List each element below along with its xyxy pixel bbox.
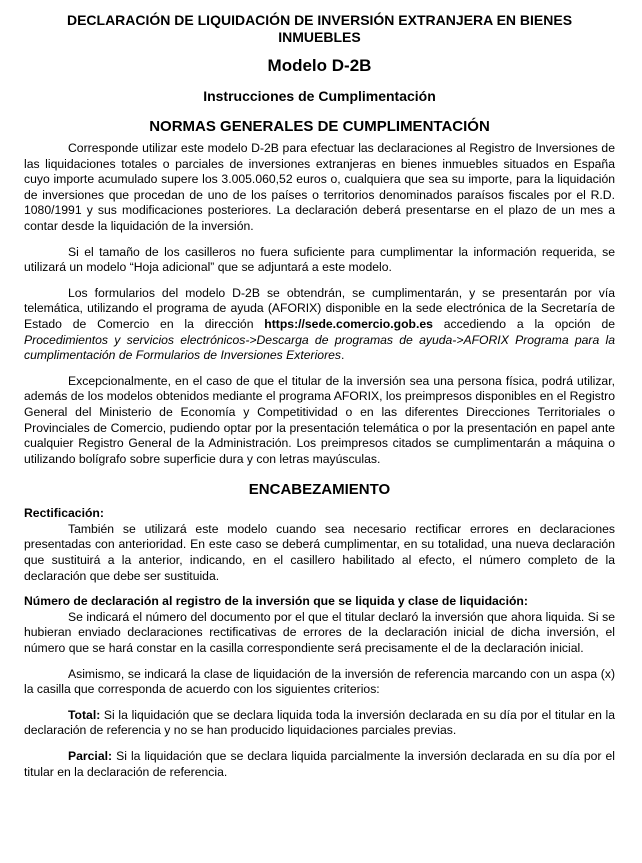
rectificacion-text: También se utilizará este modelo cuando sea necesario rectificar errores en declaraciones presentadas con anterioridad. En este caso se deberá cumplimentar, en su totalidad, una nueva declaración que sustituirá a la anterior, indicando, en el casillero habilitado al efecto, el número completo de la declaración que debe ser sustituida. xyxy=(24,521,615,583)
section-heading-encabezamiento: ENCABEZAMIENTO xyxy=(248,481,391,499)
total-text: Si la liquidación que se declara liquida toda la inversión declarada en su día por el titular en la declaración de referencia y no se han producido liquidaciones parciales previas. xyxy=(24,707,615,738)
clase-liquidacion-text: Asimismo, se indicará la clase de liquidación de la inversión de referencia marcando con un aspa (x) la casilla que corresponda de acuerdo con los siguientes criterios: xyxy=(24,666,615,697)
document-title: DECLARACIÓN DE LIQUIDACIÓN DE INVERSIÓN EXTRANJERA EN BIENES INMUEBLES xyxy=(66,12,573,45)
parcial-text: Si la liquidación que se declara liquida parcialmente la inversión declarada en su día por el titular en la declaración de referencia. xyxy=(24,749,615,779)
document-page xyxy=(24,12,615,790)
total-criterion xyxy=(24,708,615,739)
paragraph-3-text-a: Los formularios del modelo D-2B se obtendrán, se cumplimentarán, y se presentarán por vía telemática, utilizando el programa de ayuda (AFORIX) disponible en la sede electrónica de la Secretaría de Estado de Comercio en la dirección xyxy=(24,285,615,331)
sede-url: https://sede.comercio.gob.es xyxy=(264,316,433,331)
total-label: Total: xyxy=(68,707,101,722)
paragraph-3 xyxy=(24,286,615,364)
numero-declaracion-text: Se indicará el número del documento por el que el titular declaró la inversión que ahora liquida. Si se hubieran enviado declaraciones rectificativas de errores de la declaración inicial de dicha inversión, el número que se hará constar en la casilla correspondiente será precisamente el de la declaración inicial. xyxy=(24,609,615,656)
parcial-label: Parcial: xyxy=(68,749,113,763)
paragraph-3-text-b: accediendo a la opción de xyxy=(432,316,616,331)
paragraph-3-text-d: . xyxy=(341,348,345,363)
menu-path: Procedimientos y servicios electrónicos->Descarga de programas de ayuda->AFORIX Programa para la cumplimentación de Formularios de Inversiones Exteriores xyxy=(24,332,615,363)
paragraph-1: Corresponde utilizar este modelo D-2B para efectuar las declaraciones al Registro de Inversiones de las liquidaciones totales o parciales de inversiones extranjeras en bienes inmuebles situados en España cuyo importe acumulado supere los 3.005.060,52 euros o, cualquiera que sea su importe, para la liquidación de inversiones que procedan de uno de los países o territorios denominados paraísos fiscales por el R.D. 1080/1991 y sus modificaciones posteriores. La declaración deberá presentarse en el plazo de un mes a contar desde la liquidación de la inversión. xyxy=(24,141,615,233)
section-heading-normas: NORMAS GENERALES DE CUMPLIMENTACIÓN xyxy=(149,118,490,135)
parcial-criterion xyxy=(24,749,615,780)
paragraph-4: Excepcionalmente, en el caso de que el titular de la inversión sea una persona física, podrá utilizar, además de los modelos obtenidos mediante el programa AFORIX, los preimpresos disponibles en el Registro General del Ministerio de Economía y Competitividad o en las diferentes Direcciones Territoriales o Provinciales de Comercio, pudiendo optar por la presentación telemática o por la presentación en papel ante cualquier Registro General de la Administración. Los preimpresos citados se cumplimentarán a máquina o utilizando bolígrafo sobre superficie dura y con letras mayúsculas. xyxy=(24,373,615,466)
model-heading: Modelo D-2B xyxy=(267,56,372,75)
numero-declaracion-heading: Número de declaración al registro de la inversión que se liquida y clase de liquidación: xyxy=(24,594,528,609)
rectificacion-heading: Rectificación: xyxy=(24,506,104,521)
instructions-heading: Instrucciones de Cumplimentación xyxy=(203,88,436,104)
paragraph-2: Si el tamaño de los casilleros no fuera suficiente para cumplimentar la información requerida, se utilizará un modelo “Hoja adicional” que se adjuntará a este modelo. xyxy=(24,244,615,275)
